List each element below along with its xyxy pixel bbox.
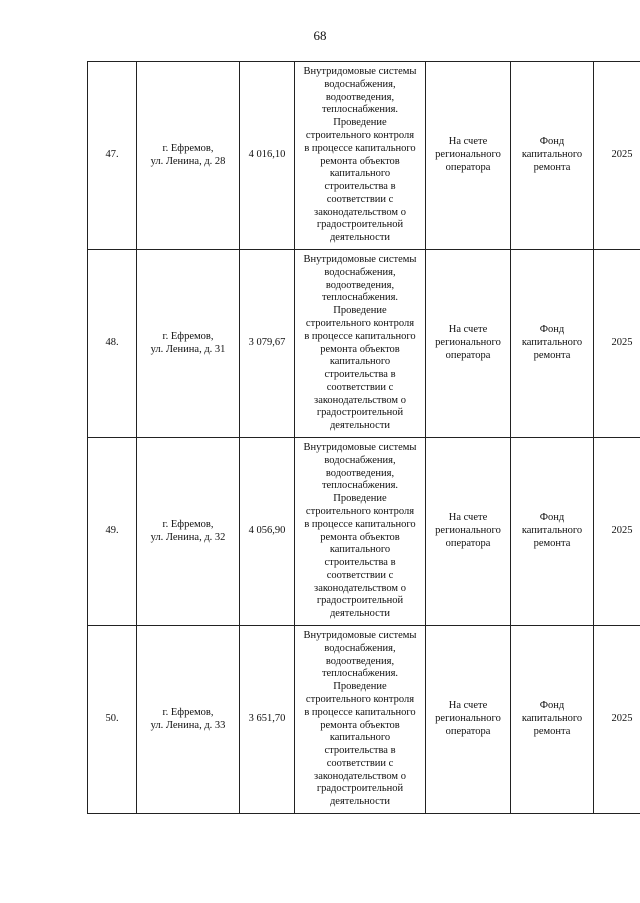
account-cell	[426, 626, 511, 814]
account-cell	[426, 250, 511, 438]
fund-text: Фонд капитального ремонта	[521, 324, 583, 361]
account-text: На счете регионального оператора	[435, 512, 501, 549]
page-number: 68	[313, 28, 327, 43]
account-text: На счете регионального оператора	[435, 700, 501, 737]
works-text: Внутридомовые системы водоснабжения, водоотведения, теплоснабжения. Проведение строительного контроля в процессе капитального ремонта объектов капитального строительства в соответствии с законодательством о градостроительной деятельности	[303, 629, 417, 808]
year-cell: 2025	[594, 62, 640, 250]
row-number-cell: 50.	[88, 626, 137, 814]
account-text: На счете регионального оператора	[435, 324, 501, 361]
account-text: На счете регионального оператора	[435, 136, 501, 173]
address-cell	[137, 438, 240, 626]
account-cell	[426, 438, 511, 626]
fund-cell	[511, 250, 594, 438]
row-number-cell: 47.	[88, 62, 137, 250]
works-text: Внутридомовые системы водоснабжения, водоотведения, теплоснабжения. Проведение строительного контроля в процессе капитального ремонта объектов капитального строительства в соответствии с законодательством о градостроительной деятельности	[303, 441, 417, 620]
fund-text: Фонд капитального ремонта	[521, 700, 583, 737]
address-cell	[137, 626, 240, 814]
fund-cell	[511, 438, 594, 626]
works-cell	[295, 62, 426, 250]
table-row	[88, 62, 640, 250]
cost-cell: 4 016,10	[240, 62, 295, 250]
works-text: Внутридомовые системы водоснабжения, водоотведения, теплоснабжения. Проведение строительного контроля в процессе капитального ремонта объектов капитального строительства в соответствии с законодательством о градостроительной деятельности	[303, 253, 417, 432]
address-cell	[137, 62, 240, 250]
works-cell	[295, 438, 426, 626]
address-cell	[137, 250, 240, 438]
table-row	[88, 626, 640, 814]
row-number-cell: 48.	[88, 250, 137, 438]
row-number-cell: 49.	[88, 438, 137, 626]
works-cell	[295, 250, 426, 438]
works-table	[87, 61, 640, 814]
fund-cell	[511, 62, 594, 250]
table-row	[88, 438, 640, 626]
fund-text: Фонд капитального ремонта	[521, 136, 583, 173]
cost-cell: 3 651,70	[240, 626, 295, 814]
cost-cell: 4 056,90	[240, 438, 295, 626]
works-cell	[295, 626, 426, 814]
address-text: г. Ефремов, ул. Ленина, д. 31	[150, 330, 226, 355]
works-table-body	[88, 62, 640, 814]
year-cell: 2025	[594, 626, 640, 814]
year-cell: 2025	[594, 250, 640, 438]
address-text: г. Ефремов, ул. Ленина, д. 28	[150, 142, 226, 167]
address-text: г. Ефремов, ул. Ленина, д. 33	[150, 706, 226, 731]
year-cell: 2025	[594, 438, 640, 626]
cost-cell: 3 079,67	[240, 250, 295, 438]
account-cell	[426, 62, 511, 250]
fund-text: Фонд капитального ремонта	[521, 512, 583, 549]
fund-cell	[511, 626, 594, 814]
address-text: г. Ефремов, ул. Ленина, д. 32	[150, 518, 226, 543]
works-text: Внутридомовые системы водоснабжения, водоотведения, теплоснабжения. Проведение строительного контроля в процессе капитального ремонта объектов капитального строительства в соответствии с законодательством о градостроительной деятельности	[303, 65, 417, 244]
table-row	[88, 250, 640, 438]
